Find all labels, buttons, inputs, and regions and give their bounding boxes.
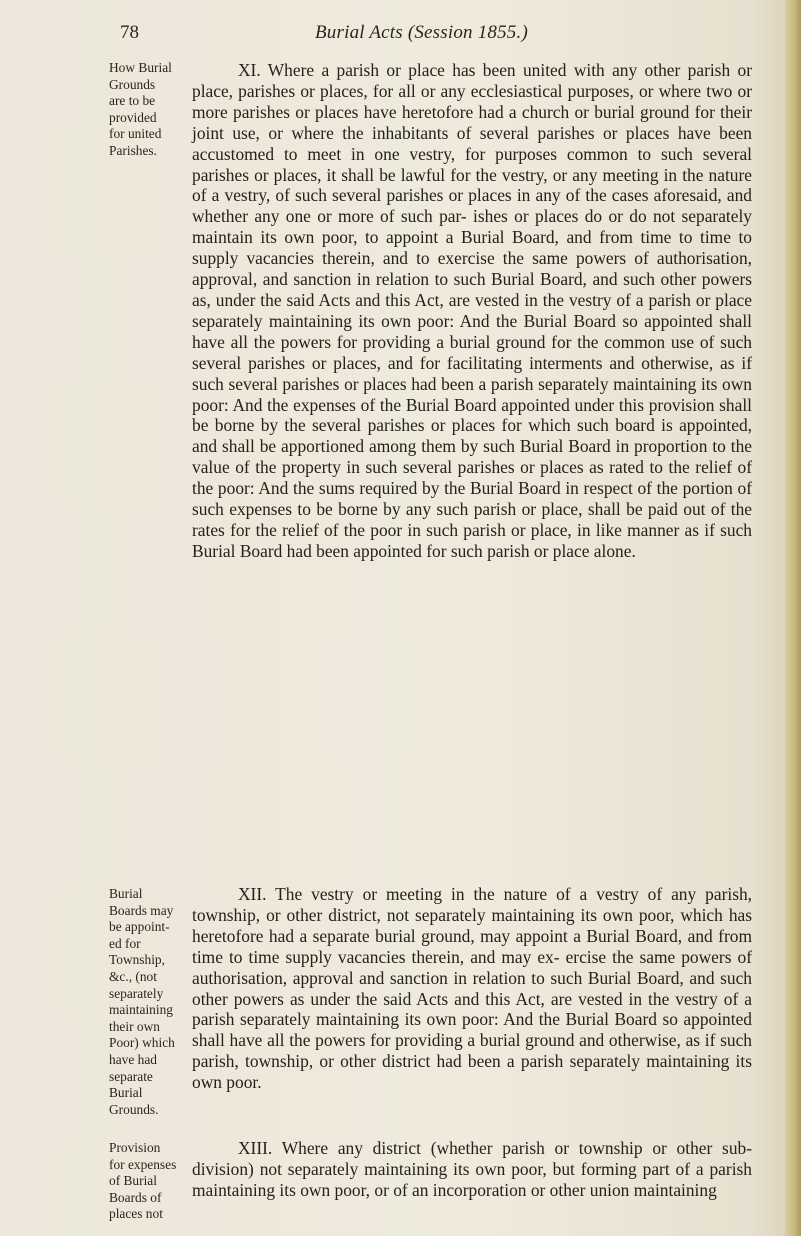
running-head: Burial Acts (Session 1855.)	[315, 22, 528, 43]
body-text-section-xiii	[192, 1138, 752, 1201]
body-text-section-xi	[192, 60, 752, 562]
margin-note-section-xii: Burial Boards may be appoint- ed for Township, &c., (not separately maintaining their own Poor) which have had separate Burial Grounds.	[109, 886, 175, 1117]
page-header	[120, 22, 760, 52]
margin-note-section-xiii: Provision for expenses of Burial Boards of places not	[109, 1140, 177, 1222]
paragraph-xi: XI. Where a parish or place has been united with any other parish or place, parishes or places, for all or any ecclesiastical purposes, or where two or more parishes or places have heretofore had a church or burial ground for their joint use, or where the inhabitants of several parishes or places have been accustomed to meet in one vestry, for purposes common to such several parishes or places, it shall be lawful for the vestry, or any meeting in the nature of a vestry, of such several parishes or places in any of the cases aforesaid, and whether any one or more of such par- ishes or places do or do not separately maintain its own poor, to appoint a Burial Board, and from time to time to supply vacancies therein, and to exercise the same powers of authorisation, approval, and sanction in relation to such Burial Board, and such other powers as, under the said Acts and this Act, are vested in the vestry of a parish or place separately maintaining its own poor: And the Burial Board so appointed shall have all the powers for providing a burial ground for the common use of such several parishes or places, and for facilitating interments and otherwise, as if such several parishes or places had been a parish separately maintaining its own poor: And the expenses of the Burial Board appointed under this provision shall be borne by the several parishes or places for which such board is appointed, and shall be apportioned among them by such Burial Board in proportion to the value of the property in such several parishes or places as rated to the relief of the poor: And the sums required by the Burial Board in respect of the portion of such expenses to be borne by any such parish or place, shall be paid out of the rates for the relief of the poor in such parish or place, in like manner as if such Burial Board had been appointed for such parish or place alone.	[192, 60, 752, 561]
paragraph-xii: XII. The vestry or meeting in the nature of a vestry of any parish, township, or other district, not separately maintaining its own poor, which has heretofore had a separate burial ground, may appoint a Burial Board, and from time to time supply vacancies therein, and may ex- ercise the same powers of authorisation, approval and sanction in relation to such Burial Board, and such other powers as under the said Acts and this Act, are vested in the vestry of a parish separately maintaining its own poor: And the Burial Board so appointed shall have all the powers for providing a burial ground and otherwise, as if such parish, township, or other district had been a parish separately maintaining its own poor.	[192, 884, 752, 1093]
margin-note-section-xi: How Burial Grounds are to be provided for united Parishes.	[109, 60, 172, 158]
body-text-section-xii	[192, 884, 752, 1093]
page-number: 78	[120, 22, 139, 43]
page-gutter-edge	[785, 0, 801, 1236]
paragraph-xiii: XIII. Where any district (whether parish or township or other sub-division) not separately maintaining its own poor, but forming part of a parish maintaining its own poor, or of an incorporation or other union maintaining	[192, 1138, 752, 1200]
